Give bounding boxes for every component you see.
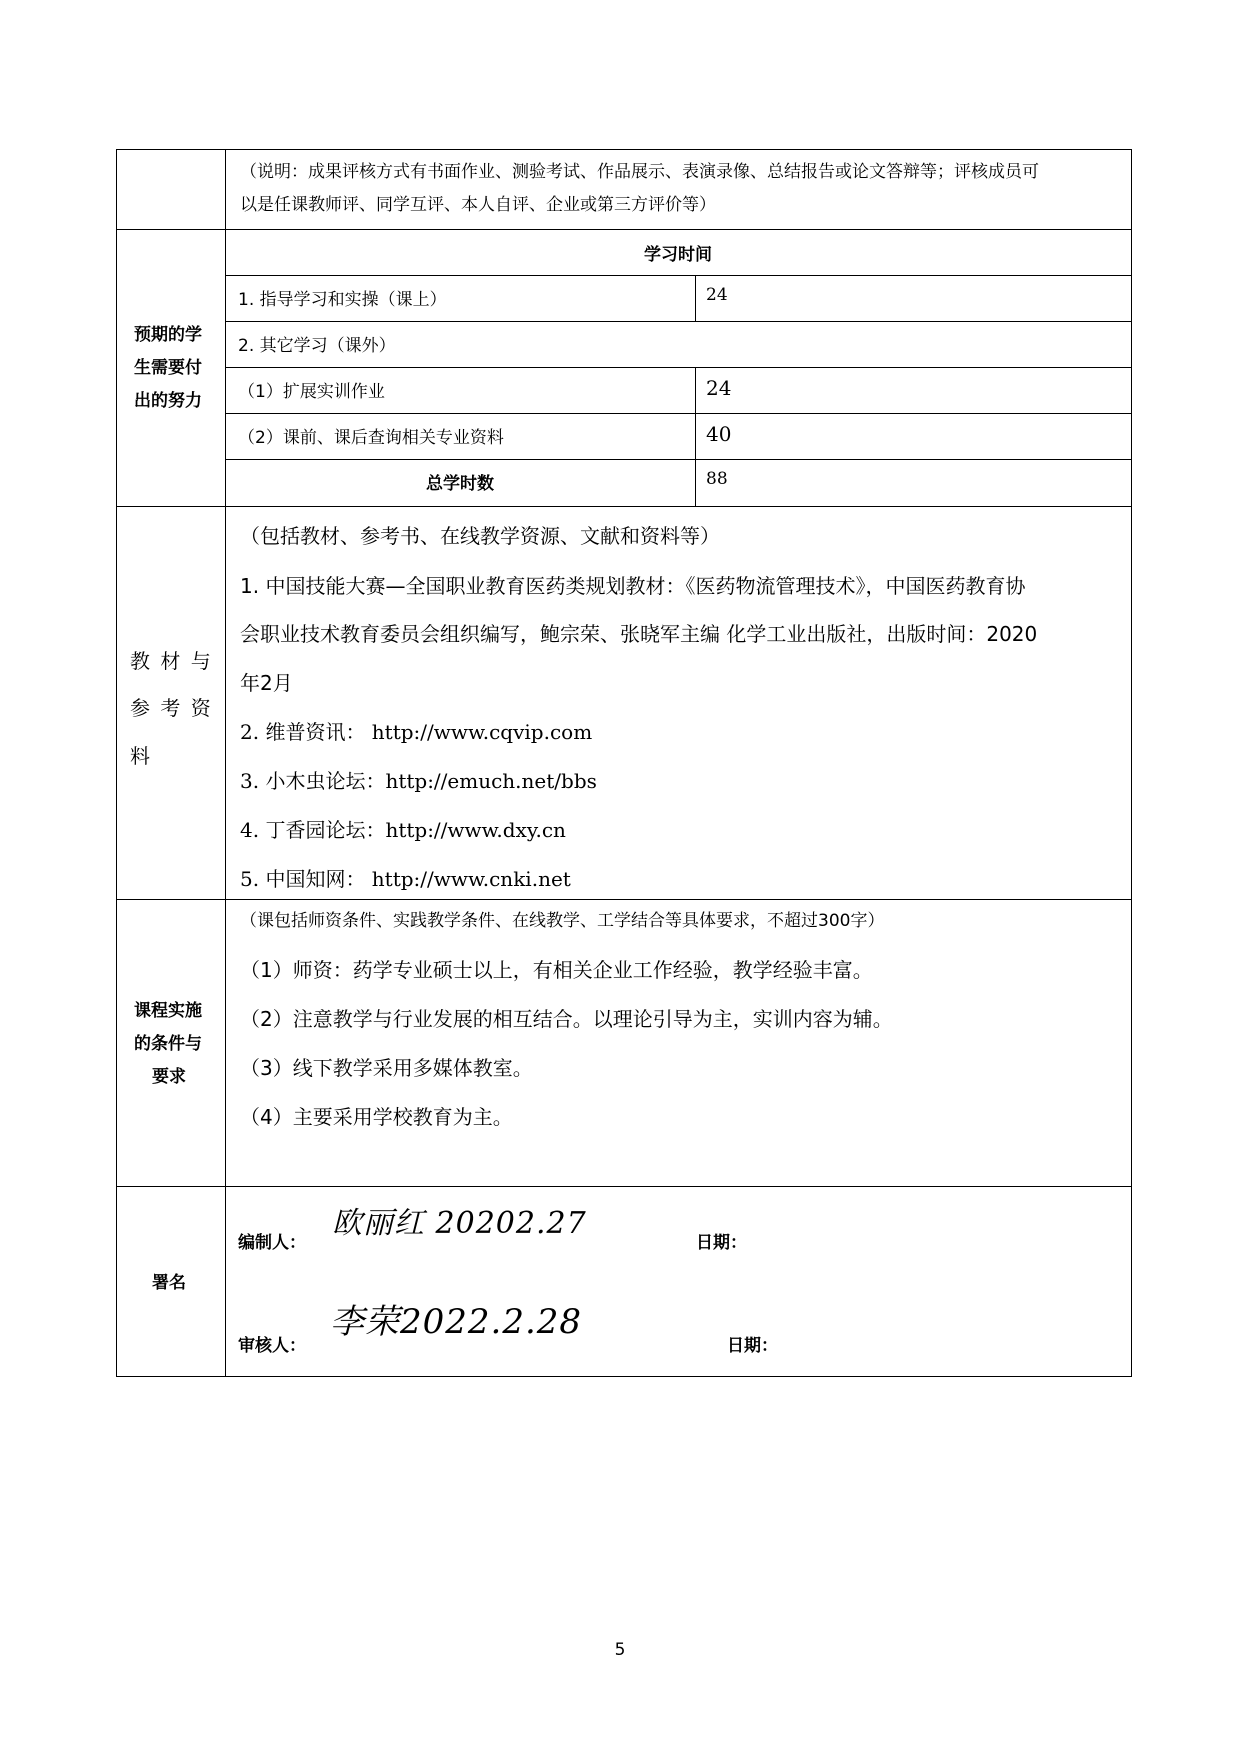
effort-label-line-3: 出的努力	[134, 391, 202, 411]
table-border	[225, 413, 1132, 414]
effort-label-line-1: 预期的学	[134, 325, 202, 345]
materials-item-1-line-3: 年2月	[240, 671, 293, 695]
editor-label: 编制人：	[238, 1233, 306, 1253]
table-border	[225, 459, 1132, 460]
effort-row-3-hours: 24	[706, 376, 732, 400]
table-border	[225, 149, 226, 1377]
effort-row-4-item: （2）课前、课后查询相关专业资料	[238, 428, 504, 448]
materials-link-cnki: 5. 中国知网： http://www.cnki.net	[240, 867, 571, 891]
conditions-item-3: （3）线下教学采用多媒体教室。	[240, 1056, 533, 1080]
effort-row-3-item: （1）扩展实训作业	[238, 382, 385, 402]
reviewer-date-label: 日期：	[727, 1336, 778, 1356]
effort-row-1-hours: 24	[706, 285, 728, 305]
table-border	[225, 321, 1132, 322]
materials-item-1-line-2: 会职业技术教育委员会组织编写，鲍宗荣、张晓军主编 化学工业出版社，出版时间：2020	[240, 622, 1038, 646]
conditions-item-4: （4）主要采用学校教育为主。	[240, 1105, 513, 1129]
signature-label: 署名	[152, 1273, 186, 1293]
materials-intro: （包括教材、参考书、在线教学资源、文献和资料等）	[240, 524, 720, 548]
materials-link-vip: 2. 维普资讯： http://www.cqvip.com	[240, 720, 593, 744]
table-border	[116, 149, 1132, 150]
conditions-item-1: （1）师资：药学专业硕士以上，有相关企业工作经验，教学经验丰富。	[240, 958, 873, 982]
effort-row-1-item: 1. 指导学习和实操（课上）	[238, 290, 447, 310]
table-border	[116, 899, 1132, 900]
total-hours-label: 总学时数	[426, 474, 494, 494]
materials-item-1-line-1: 1. 中国技能大赛—全国职业教育医药类规划教材：《医药物流管理技术》，中国医药教育协	[240, 574, 1026, 598]
page-number: 5	[614, 1640, 626, 1660]
study-time-header: 学习时间	[644, 245, 712, 265]
conditions-label-line-2: 的条件与	[134, 1034, 202, 1054]
conditions-item-2: （2）注意教学与行业发展的相互结合。以理论引导为主，实训内容为辅。	[240, 1007, 893, 1031]
assessment-note-line-1: （说明：成果评核方式有书面作业、测验考试、作品展示、表演录像、总结报告或论文答辩等；评核成员可	[240, 162, 1039, 182]
table-border	[116, 149, 117, 1377]
table-border	[695, 275, 696, 321]
conditions-label-line-1: 课程实施	[134, 1001, 202, 1021]
table-border	[695, 367, 696, 506]
editor-signature: 欧丽红 20202.27	[332, 1206, 587, 1241]
conditions-label-line-3: 要求	[152, 1067, 186, 1087]
conditions-intro: （课包括师资条件、实践教学条件、在线教学、工学结合等具体要求，不超过300字）	[240, 911, 885, 931]
effort-row-2-item: 2. 其它学习（课外）	[238, 336, 396, 356]
table-border	[116, 1186, 1132, 1187]
effort-label-line-2: 生需要付	[134, 358, 202, 378]
table-border	[116, 229, 1132, 230]
effort-row-4-hours: 40	[706, 422, 732, 446]
materials-label-line-3: 料	[130, 744, 150, 768]
assessment-note-line-2: 以是任课教师评、同学互评、本人自评、企业或第三方评价等）	[240, 195, 716, 215]
materials-link-emuch: 3. 小木虫论坛：http://emuch.net/bbs	[240, 769, 597, 793]
materials-label-line-2: 参 考 资	[130, 696, 213, 720]
reviewer-signature: 李荣2022.2.28	[330, 1302, 583, 1342]
table-border	[116, 1376, 1132, 1377]
table-border	[225, 275, 1132, 276]
total-hours-value: 88	[706, 469, 728, 489]
materials-label-line-1: 教 材 与	[130, 649, 213, 673]
editor-date-label: 日期：	[696, 1233, 747, 1253]
table-border	[1131, 149, 1132, 1377]
table-border	[116, 506, 1132, 507]
materials-link-dxy: 4. 丁香园论坛：http://www.dxy.cn	[240, 818, 566, 842]
reviewer-label: 审核人：	[238, 1336, 306, 1356]
table-border	[225, 367, 1132, 368]
